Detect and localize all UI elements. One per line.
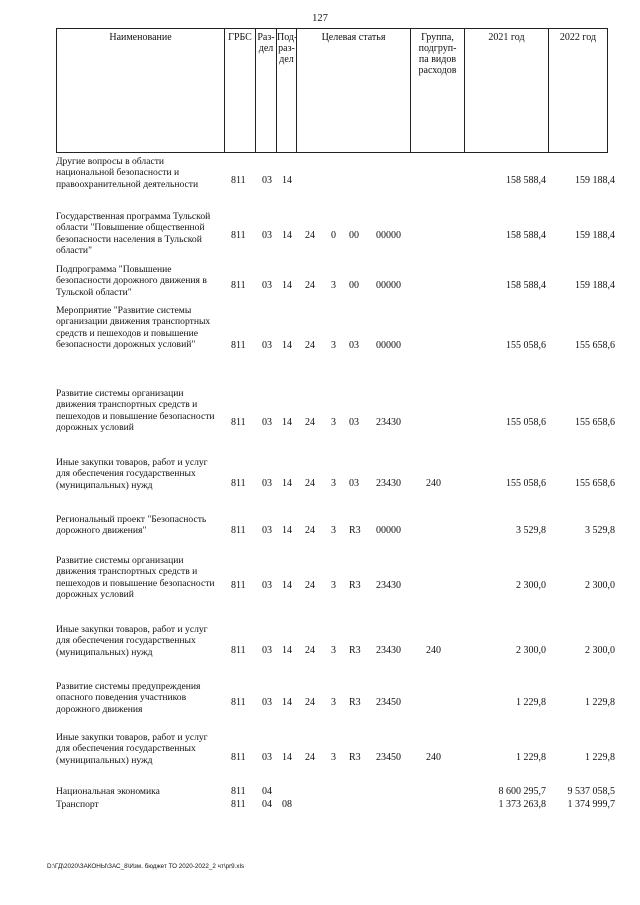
- cell-c2: 3: [331, 340, 336, 351]
- cell-2021: 2 300,0: [516, 580, 546, 591]
- cell-grbs: 811: [231, 525, 246, 536]
- cell-2021: 155 058,6: [506, 478, 546, 489]
- cell-2021: 158 588,4: [506, 280, 546, 291]
- cell-2021: 8 600 295,7: [498, 786, 546, 797]
- cell-c4: 23450: [376, 697, 401, 708]
- cell-2022: 2 300,0: [585, 580, 615, 591]
- cell-grbs: 811: [231, 580, 246, 591]
- cell-2022: 159 188,4: [575, 280, 615, 291]
- cell-c3: R3: [349, 645, 361, 656]
- cell-c4: 23430: [376, 417, 401, 428]
- row-name: Государственная программа Тульской области "Повышение общественной безопасности населения в Тульской области": [56, 211, 211, 257]
- cell-c2: 0: [331, 230, 336, 241]
- cell-grbs: 811: [231, 645, 246, 656]
- cell-2022: 155 658,6: [575, 340, 615, 351]
- cell-c3: 00: [349, 230, 359, 241]
- footer-file-path: D:\ГД\2020\ЗАКОНЫ\ЗАС_8\Изм. бюджет ТО 2020-2022_2 чт\pr9.xls: [47, 863, 245, 870]
- cell-rz: 04: [262, 799, 272, 810]
- cell-grbs: 811: [231, 175, 246, 186]
- cell-2022: 9 537 058,5: [567, 786, 615, 797]
- cell-rz: 03: [262, 230, 272, 241]
- cell-rz: 03: [262, 525, 272, 536]
- cell-vr: 240: [426, 645, 441, 656]
- row-name: Другие вопросы в области национальной безопасности и правоохранительной деятельности: [56, 156, 199, 190]
- cell-rz: 03: [262, 752, 272, 763]
- cell-c3: 03: [349, 417, 359, 428]
- cell-pr: 14: [282, 580, 292, 591]
- cell-pr: 14: [282, 175, 292, 186]
- cell-grbs: 811: [231, 478, 246, 489]
- cell-c1: 24: [305, 478, 315, 489]
- cell-2021: 155 058,6: [506, 340, 546, 351]
- cell-2022: 155 658,6: [575, 478, 615, 489]
- row-name: Региональный проект "Безопасность дорожного движения": [56, 514, 207, 537]
- cell-vr: 240: [426, 478, 441, 489]
- cell-rz: 03: [262, 697, 272, 708]
- row-name: Развитие системы организации движения транспортных средств и пешеходов и повышение безопасности дорожных условий: [56, 388, 215, 434]
- cell-c1: 24: [305, 697, 315, 708]
- row-name: Иные закупки товаров, работ и услуг для обеспечения государственных (муниципальных) нужд: [56, 624, 208, 658]
- cell-2022: 3 529,8: [585, 525, 615, 536]
- cell-c3: R3: [349, 752, 361, 763]
- cell-c2: 3: [331, 752, 336, 763]
- cell-2022: 1 229,8: [585, 697, 615, 708]
- cell-2022: 155 658,6: [575, 417, 615, 428]
- cell-pr: 14: [282, 230, 292, 241]
- cell-c2: 3: [331, 645, 336, 656]
- header-2021: 2021 год: [488, 32, 525, 43]
- cell-grbs: 811: [231, 280, 246, 291]
- cell-c1: 24: [305, 752, 315, 763]
- page-number: 127: [312, 13, 328, 24]
- cell-2021: 1 229,8: [516, 752, 546, 763]
- header-group: Группа, подгруп- па видов расходов: [418, 32, 457, 76]
- cell-c2: 3: [331, 525, 336, 536]
- cell-2021: 1 373 263,8: [498, 799, 546, 810]
- cell-pr: 14: [282, 417, 292, 428]
- row-name: Мероприятие "Развитие системы организации движения транспортных средств и пешеходов и повышение безопасности дорожных условий": [56, 305, 211, 351]
- cell-c4: 00000: [376, 340, 401, 351]
- row-name: Транспорт: [56, 799, 99, 810]
- cell-grbs: 811: [231, 799, 246, 810]
- cell-2022: 159 188,4: [575, 230, 615, 241]
- cell-rz: 04: [262, 786, 272, 797]
- header-target: Целевая статья: [321, 32, 386, 43]
- cell-pr: 14: [282, 340, 292, 351]
- cell-c1: 24: [305, 230, 315, 241]
- header-grbs: ГРБС: [228, 32, 252, 43]
- cell-c2: 3: [331, 417, 336, 428]
- cell-c4: 00000: [376, 280, 401, 291]
- cell-rz: 03: [262, 580, 272, 591]
- cell-c4: 00000: [376, 230, 401, 241]
- cell-pr: 08: [282, 799, 292, 810]
- cell-rz: 03: [262, 645, 272, 656]
- row-name: Подпрограмма "Повышение безопасности дорожного движения в Тульской области": [56, 264, 207, 298]
- cell-2021: 1 229,8: [516, 697, 546, 708]
- cell-c3: 00: [349, 280, 359, 291]
- cell-grbs: 811: [231, 417, 246, 428]
- cell-c1: 24: [305, 645, 315, 656]
- cell-grbs: 811: [231, 697, 246, 708]
- cell-2022: 1 229,8: [585, 752, 615, 763]
- cell-2021: 3 529,8: [516, 525, 546, 536]
- row-name: Развитие системы предупреждения опасного поведения участников дорожного движения: [56, 681, 201, 715]
- cell-c4: 00000: [376, 525, 401, 536]
- cell-c1: 24: [305, 580, 315, 591]
- row-name: Развитие системы организации движения транспортных средств и пешеходов и повышение безопасности дорожных условий: [56, 555, 215, 601]
- cell-rz: 03: [262, 417, 272, 428]
- cell-2022: 2 300,0: [585, 645, 615, 656]
- cell-pr: 14: [282, 752, 292, 763]
- cell-c3: 03: [349, 478, 359, 489]
- cell-c3: R3: [349, 697, 361, 708]
- cell-grbs: 811: [231, 340, 246, 351]
- cell-2021: 155 058,6: [506, 417, 546, 428]
- cell-c2: 3: [331, 697, 336, 708]
- cell-2021: 158 588,4: [506, 175, 546, 186]
- cell-c1: 24: [305, 417, 315, 428]
- cell-rz: 03: [262, 175, 272, 186]
- cell-pr: 14: [282, 525, 292, 536]
- cell-vr: 240: [426, 752, 441, 763]
- cell-2022: 159 188,4: [575, 175, 615, 186]
- cell-c1: 24: [305, 280, 315, 291]
- cell-pr: 14: [282, 280, 292, 291]
- cell-rz: 03: [262, 280, 272, 291]
- cell-2022: 1 374 999,7: [567, 799, 615, 810]
- cell-grbs: 811: [231, 752, 246, 763]
- cell-c1: 24: [305, 340, 315, 351]
- cell-2021: 158 588,4: [506, 230, 546, 241]
- cell-c4: 23450: [376, 752, 401, 763]
- cell-pr: 14: [282, 645, 292, 656]
- cell-c3: R3: [349, 580, 361, 591]
- cell-c2: 3: [331, 478, 336, 489]
- row-name: Национальная экономика: [56, 786, 160, 797]
- cell-c2: 3: [331, 280, 336, 291]
- cell-c3: R3: [349, 525, 361, 536]
- cell-grbs: 811: [231, 786, 246, 797]
- cell-c4: 23430: [376, 645, 401, 656]
- cell-c2: 3: [331, 580, 336, 591]
- row-name: Иные закупки товаров, работ и услуг для обеспечения государственных (муниципальных) нужд: [56, 732, 208, 766]
- cell-c3: 03: [349, 340, 359, 351]
- header-podrazdel: Под- раз- дел: [277, 32, 298, 65]
- cell-2021: 2 300,0: [516, 645, 546, 656]
- cell-rz: 03: [262, 478, 272, 489]
- row-name: Иные закупки товаров, работ и услуг для обеспечения государственных (муниципальных) нужд: [56, 457, 208, 491]
- header-name: Наименование: [109, 32, 172, 43]
- cell-c4: 23430: [376, 478, 401, 489]
- cell-c1: 24: [305, 525, 315, 536]
- cell-pr: 14: [282, 478, 292, 489]
- header-2022: 2022 год: [559, 32, 597, 43]
- cell-rz: 03: [262, 340, 272, 351]
- cell-c4: 23430: [376, 580, 401, 591]
- cell-pr: 14: [282, 697, 292, 708]
- header-razdel: Раз- дел: [257, 32, 275, 54]
- cell-grbs: 811: [231, 230, 246, 241]
